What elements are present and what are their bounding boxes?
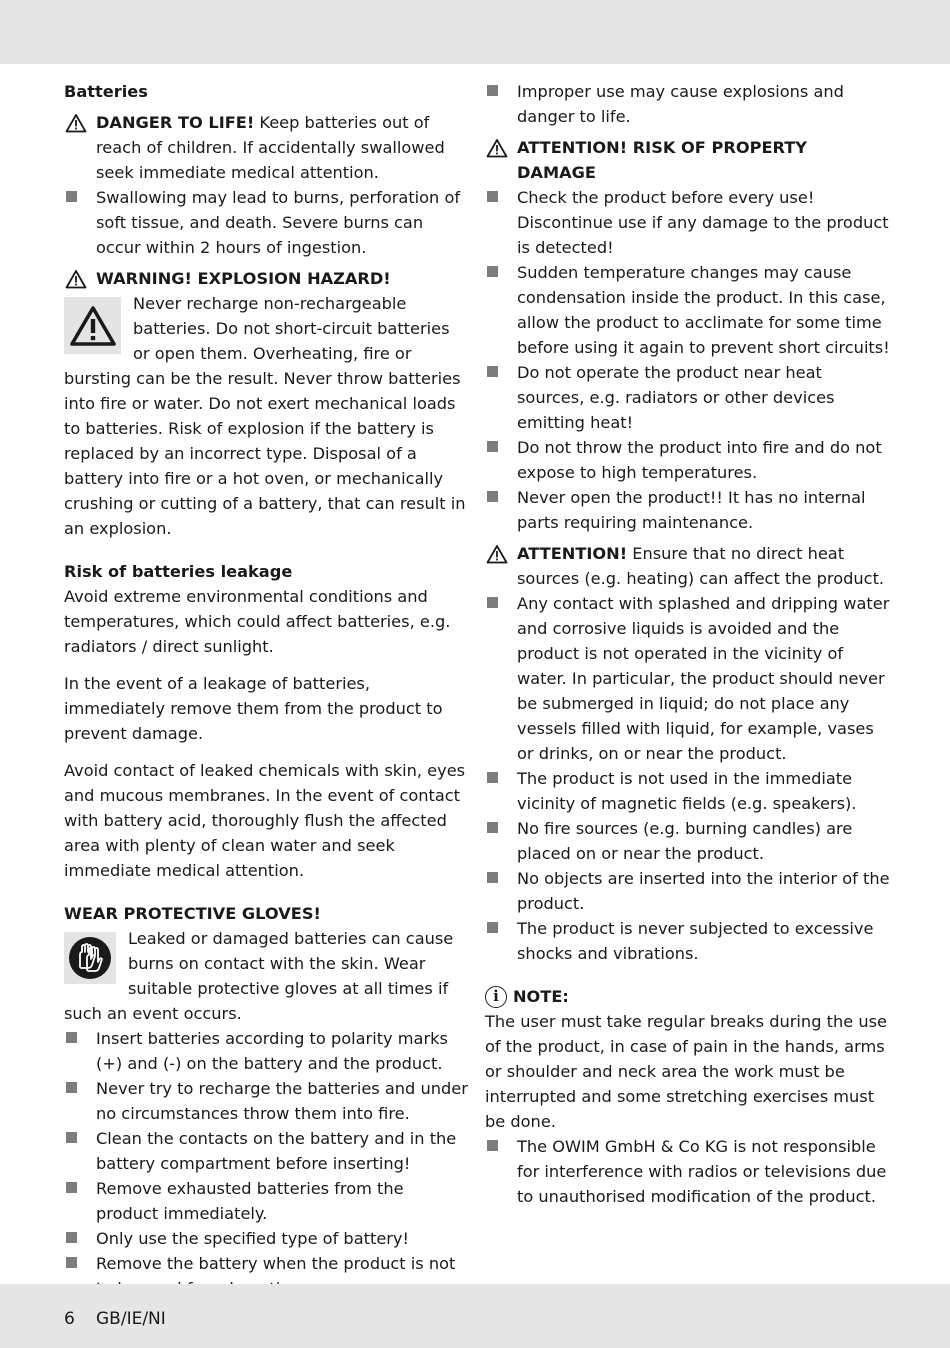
list-item bbox=[485, 260, 890, 360]
bullet-text: The product is not used in the immediate vicinity of magnetic fields (e.g. speakers). bbox=[517, 769, 857, 813]
attention-head: ATTENTION! bbox=[517, 544, 628, 563]
bullet-square-icon bbox=[487, 266, 498, 277]
bullet-text: Remove exhausted batteries from the product immediately. bbox=[96, 1179, 404, 1223]
bullet-text: Remove the battery when the product is not bbox=[96, 1254, 456, 1273]
bullet-text: Check the product before every use! Discontinue use if any damage to the product is detected! bbox=[517, 188, 889, 257]
list-item bbox=[485, 916, 890, 966]
left-column bbox=[64, 79, 468, 1301]
leak-paragraph-1: Avoid extreme environmental conditions and temperatures, which could affect batteries, e.g. radiators / direct sunlight. bbox=[64, 587, 451, 656]
note-head: NOTE: bbox=[513, 987, 569, 1006]
bullet-text: The product is never subjected to excessive shocks and vibrations. bbox=[517, 919, 874, 963]
bullet-text: Never open the product!! It has no internal parts requiring maintenance. bbox=[517, 488, 866, 532]
explosion-block bbox=[64, 291, 468, 541]
bullet-square-icon bbox=[487, 922, 498, 933]
list-item bbox=[64, 1076, 468, 1126]
gloves-title: WEAR PROTECTIVE GLOVES! bbox=[64, 904, 321, 923]
improper-text: Improper use may cause explosions and danger to life. bbox=[517, 82, 844, 126]
bullet-square-icon bbox=[487, 491, 498, 502]
bullet-text: Any contact with splashed and dripping water and corrosive liquids is avoided and the product is not operated in the vicinity of water. In particular, the product should never be submerged in liquid; do not place any vessels filled with liquid, for example, vases or drinks, on or near the product. bbox=[517, 594, 890, 763]
note-text: The user must take regular breaks during the use of the product, in case of pain in the hands, arms or shoulder and neck area the work must be interrupted and some stretching exercises must be done. bbox=[485, 1012, 887, 1131]
page-number: 6 bbox=[64, 1309, 75, 1329]
bullet-square-icon bbox=[487, 822, 498, 833]
danger-to-life-warning bbox=[64, 110, 468, 185]
gloves-block bbox=[64, 926, 468, 1026]
warning-triangle-icon bbox=[486, 544, 508, 564]
bullet-square-icon bbox=[487, 772, 498, 783]
info-icon: i bbox=[485, 986, 507, 1008]
bullet-square-icon bbox=[66, 1232, 77, 1243]
list-item bbox=[64, 1126, 468, 1176]
bullet-square-icon bbox=[66, 1032, 77, 1043]
bullet-text: Sudden temperature changes may cause condensation inside the product. In this case, allow the product to acclimate for some time before using it again to prevent short circuits! bbox=[517, 263, 890, 357]
bullet-text: Do not operate the product near heat sources, e.g. radiators or other devices emitting heat! bbox=[517, 363, 835, 432]
bullet-square-icon bbox=[487, 85, 498, 96]
bullet-square-icon bbox=[66, 1182, 77, 1193]
warning-triangle-icon bbox=[65, 269, 87, 289]
leak-title: Risk of batteries leakage bbox=[64, 562, 293, 581]
list-item bbox=[485, 591, 890, 766]
warning-triangle-icon bbox=[64, 297, 121, 354]
gloves-text: Leaked or damaged batteries can cause burns on contact with the skin. Wear suitable protective gloves at all times if such an event occurs. bbox=[64, 929, 454, 1023]
explosion-warning-heading bbox=[64, 266, 468, 291]
bullet-text: Insert batteries according to polarity marks (+) and (-) on the battery and the product. bbox=[96, 1029, 448, 1073]
bullet-square-icon bbox=[487, 441, 498, 452]
right-column bbox=[485, 79, 890, 1209]
warning-triangle-icon bbox=[486, 138, 508, 158]
bullet-square-icon bbox=[66, 1132, 77, 1143]
bullet-square-icon bbox=[487, 872, 498, 883]
attention-warning bbox=[485, 541, 890, 591]
danger-text: Keep batteries out of reach of children. If accidentally swallowed seek immediate medical attention. bbox=[96, 113, 445, 182]
bullet-square-icon bbox=[487, 1140, 498, 1151]
swallow-text: Swallowing may lead to burns, perforation of soft tissue, and death. Severe burns can occur within 2 hours of ingestion. bbox=[96, 188, 461, 257]
note-heading bbox=[485, 984, 890, 1009]
list-item bbox=[485, 79, 890, 129]
leak-paragraph-3: Avoid contact of leaked chemicals with skin, eyes and mucous membranes. In the event of contact with battery acid, thoroughly flush the affected area with plenty of clean water and seek immediate medical attention. bbox=[64, 761, 466, 880]
list-item bbox=[64, 1026, 468, 1076]
bullet-text: Never try to recharge the batteries and under no circumstances throw them into fire. bbox=[96, 1079, 468, 1123]
header-band bbox=[0, 0, 950, 64]
property-damage-heading bbox=[485, 135, 890, 185]
bullet-text: No fire sources (e.g. burning candles) are placed on or near the product. bbox=[517, 819, 853, 863]
explosion-text: Never recharge non-rechargeable batteries. Do not short-circuit batteries or open them. Overheating, fire or bursting can be the result. Never throw batteries into fire or water. Do not exert mechanical loads to batteries. Risk of explosion if the battery is replaced by an incorrect type. Disposal of a battery into fire or a hot oven, or mechanically crushing or cutting of a battery, that can result in an explosion. bbox=[64, 294, 466, 538]
list-item bbox=[485, 1134, 890, 1209]
list-item bbox=[485, 485, 890, 535]
bullet-square-icon bbox=[487, 366, 498, 377]
bullet-square-icon bbox=[66, 1257, 77, 1268]
protective-gloves-icon bbox=[64, 932, 116, 984]
warning-triangle-icon bbox=[65, 113, 87, 133]
list-item bbox=[485, 185, 890, 260]
list-item bbox=[485, 360, 890, 435]
list-item bbox=[485, 816, 890, 866]
list-item bbox=[64, 1176, 468, 1226]
bullet-square-icon bbox=[487, 597, 498, 608]
property-head: ATTENTION! RISK OF PROPERTY DAMAGE bbox=[517, 138, 808, 182]
list-item bbox=[485, 866, 890, 916]
footer-band bbox=[0, 1284, 950, 1348]
bullet-text: Clean the contacts on the battery and in the battery compartment before inserting! bbox=[96, 1129, 457, 1173]
bullet-square-icon bbox=[66, 191, 77, 202]
list-item bbox=[64, 185, 468, 260]
region-label: GB/IE/NI bbox=[96, 1309, 166, 1329]
list-item bbox=[64, 1226, 468, 1251]
owim-text: The OWIM GmbH & Co KG is not responsible for interference with radios or televisions due to unauthorised modification of the product. bbox=[517, 1137, 887, 1206]
leak-paragraph-2: In the event of a leakage of batteries, immediately remove them from the product to prevent damage. bbox=[64, 674, 443, 743]
batteries-title: Batteries bbox=[64, 82, 148, 101]
bullet-text: Do not throw the product into fire and do not expose to high temperatures. bbox=[517, 438, 882, 482]
bullet-square-icon bbox=[487, 191, 498, 202]
danger-head: DANGER TO LIFE! bbox=[96, 113, 255, 132]
bullet-text: No objects are inserted into the interior of the product. bbox=[517, 869, 890, 913]
list-item bbox=[485, 435, 890, 485]
bullet-text: Only use the specified type of battery! bbox=[96, 1229, 410, 1248]
explosion-head: WARNING! EXPLOSION HAZARD! bbox=[96, 269, 391, 288]
attention-text: Ensure that no direct heat sources (e.g. heating) can affect the product. bbox=[517, 544, 885, 588]
list-item bbox=[485, 766, 890, 816]
bullet-square-icon bbox=[66, 1082, 77, 1093]
